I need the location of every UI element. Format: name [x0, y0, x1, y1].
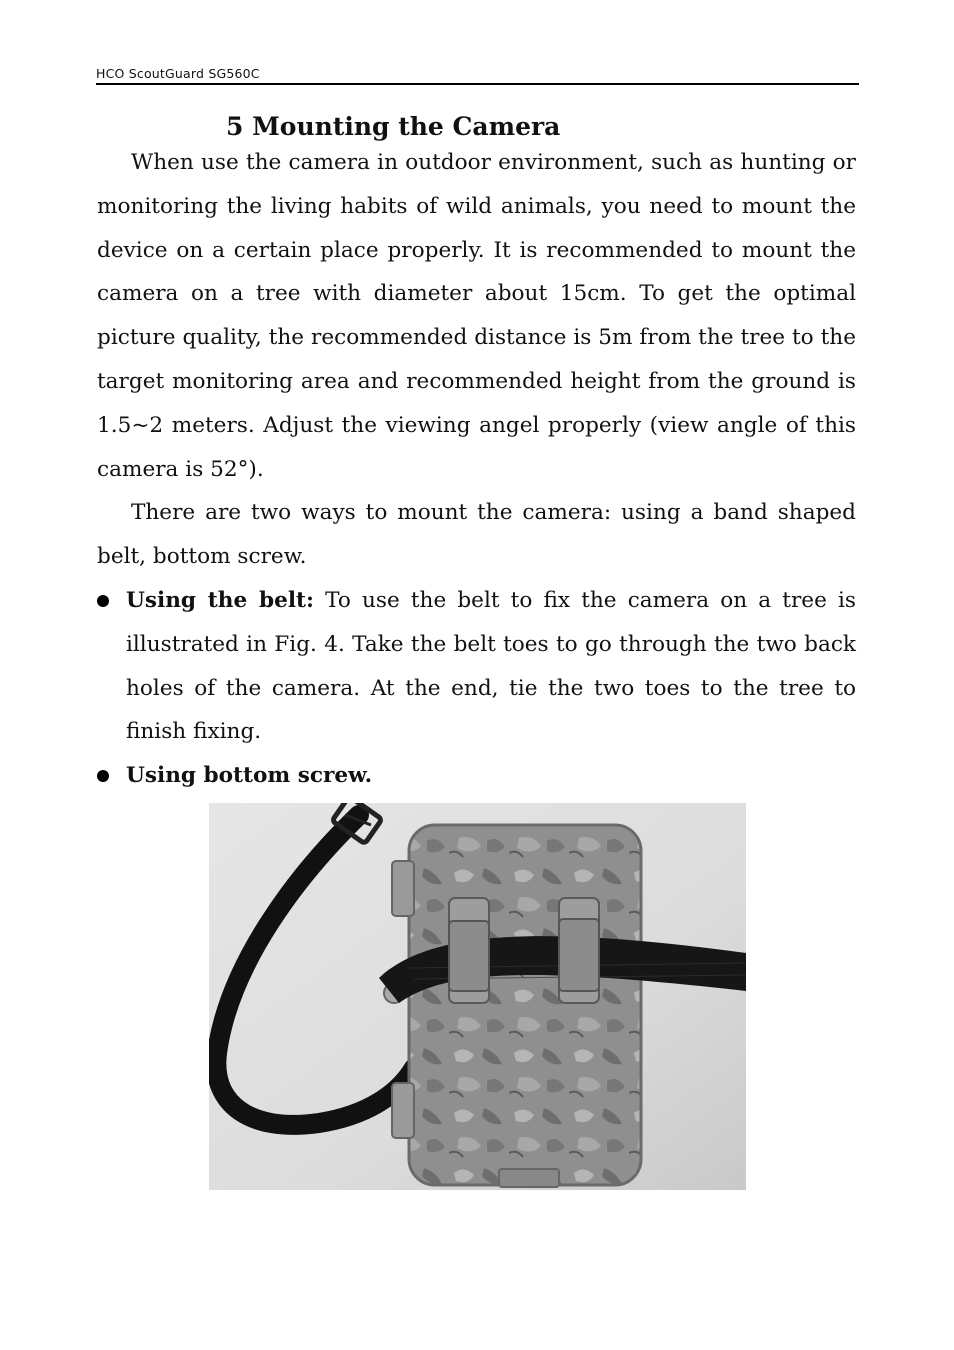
list-item — [97, 754, 856, 798]
page-header: HCO ScoutGuard SG560C — [96, 66, 859, 85]
section-body — [97, 141, 856, 798]
section-title: 5 Mounting the Camera — [226, 112, 561, 141]
bullet-icon — [97, 770, 109, 782]
list-item-text: To use the belt to fix the camera on a tree is illustrated in Fig. 4. Take the belt toes to go through the two back holes of the camera. At the end, tie the two toes to the tree to finish fixing. — [126, 587, 856, 745]
camera-belt-photo — [209, 803, 746, 1190]
camera-belt-illustration — [209, 803, 746, 1190]
bullet-list — [97, 579, 856, 798]
paragraph: There are two ways to mount the camera: using a band shaped belt, bottom screw. — [97, 500, 856, 570]
belt-loop — [449, 921, 489, 991]
list-item — [97, 579, 856, 754]
paragraph: When use the camera in outdoor environment, such as hunting or monitoring the living habits of wild animals, you need to mount the device on a certain place properly. It is recommended to mount the camera on a tree with diameter about 15cm. To get the optimal picture quality, the recommended distance is 5m from the tree to the target monitoring area and recommended height from the ground is 1.5~2 meters. Adjust the viewing angel properly (view angle of this camera is 52°). — [97, 150, 856, 482]
belt-loop — [559, 919, 599, 991]
list-item-label: Using the belt: — [126, 587, 314, 613]
camera-body — [384, 825, 641, 1187]
bullet-icon — [97, 595, 109, 607]
list-item-label: Using bottom screw. — [126, 763, 373, 789]
